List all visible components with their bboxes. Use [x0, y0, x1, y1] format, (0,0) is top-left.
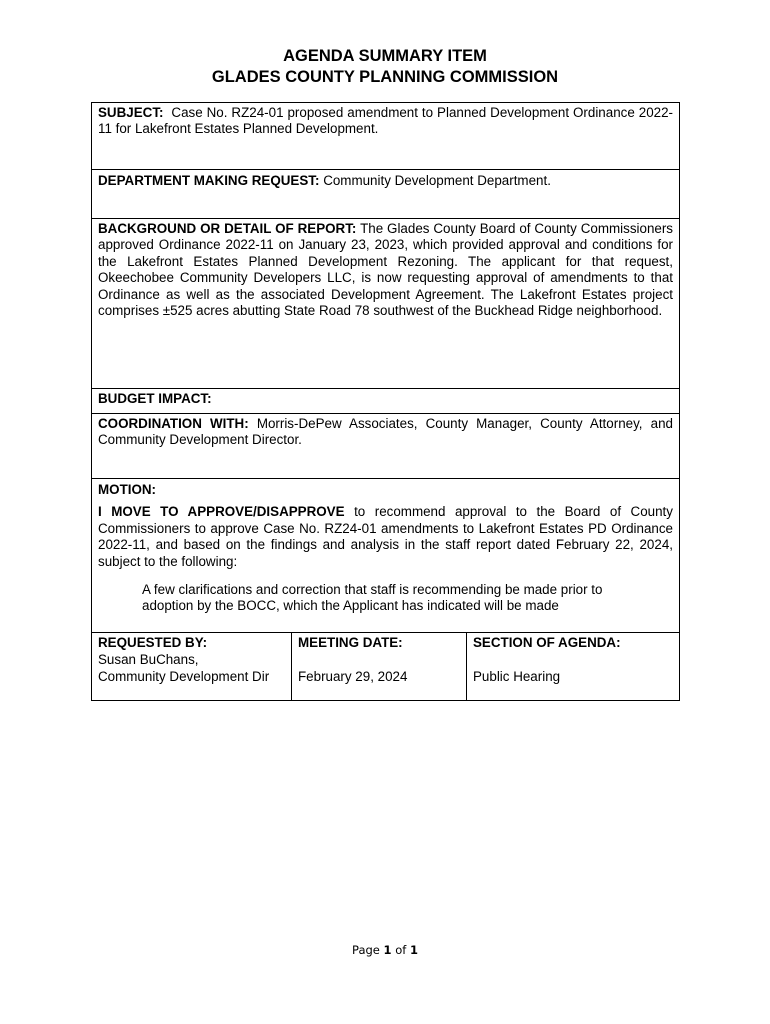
page-total: 1 [409, 943, 418, 957]
background-label: BACKGROUND OR DETAIL OF REPORT: [98, 221, 357, 236]
meeting-date-value: February 29, 2024 [298, 668, 408, 684]
coordination-section [92, 414, 679, 478]
section-value: Public Hearing [473, 668, 561, 684]
document-title: AGENDA SUMMARY ITEM [283, 47, 487, 65]
subject-label: SUBJECT: [98, 105, 164, 120]
motion-text: to recommend approval to the Board of County Commissioners to approve Case No. RZ24-01 amendments to Lakefront Estates PD Ordinance 2022-11, and based on the findings and analysis in the staff report dated February 22, 2024, subject to the following: [98, 504, 673, 569]
request-info-table [91, 632, 680, 701]
budget-label: BUDGET IMPACT: [98, 391, 212, 406]
section-cell [467, 633, 679, 700]
background-section [92, 219, 679, 388]
page-prefix: Page [352, 943, 384, 957]
meeting-date-label: MEETING DATE: [298, 635, 403, 650]
background-text: The Glades County Board of County Commissioners approved Ordinance 2022-11 on January 23, 2023, which provided approval and conditions for the Lakefront Estates Planned Development Rezoning. The applicant for that request, Okeechobee Community Developers LLC, is now requesting approval of amendments to that Ordinance as well as the associated Development Agreement. The Lakefront Estates project comprises ±525 acres abutting State Road 78 southwest of the Buckhead Ridge neighborhood. [98, 221, 674, 319]
requested-by-cell [92, 633, 291, 700]
requested-by-title: Community Development Dir [98, 668, 270, 684]
meeting-date-cell [292, 633, 466, 700]
motion-condition: A few clarifications and correction that staff is recommending be made prior to adoption by the BOCC, which the Applicant has indicated will be made [142, 582, 603, 614]
motion-label: MOTION: [98, 482, 157, 497]
page-footer [0, 943, 770, 957]
department-section [92, 170, 679, 218]
coordination-label: COORDINATION WITH: [98, 416, 249, 431]
department-text: Community Development Department. [323, 173, 551, 188]
subject-section [92, 103, 679, 169]
requested-by-label: REQUESTED BY: [98, 635, 208, 650]
section-label: SECTION OF AGENDA: [473, 635, 621, 650]
summary-table [91, 102, 680, 633]
requested-by-name: Susan BuChans, [98, 651, 199, 667]
motion-section [92, 479, 679, 632]
motion-lead: I MOVE TO APPROVE/DISAPPROVE [98, 504, 345, 520]
department-label: DEPARTMENT MAKING REQUEST: [98, 173, 320, 188]
document-subtitle: GLADES COUNTY PLANNING COMMISSION [211, 68, 559, 86]
page-number: 1 [383, 943, 392, 957]
page-of: of [391, 943, 410, 957]
coordination-text: Morris-DePew Associates, County Manager, County Attorney, and Community Development Director. [98, 416, 673, 448]
subject-text: Case No. RZ24-01 proposed amendment to Planned Development Ordinance 2022-11 for Lakefront Estates Planned Development. [98, 105, 673, 137]
budget-section [92, 389, 679, 413]
